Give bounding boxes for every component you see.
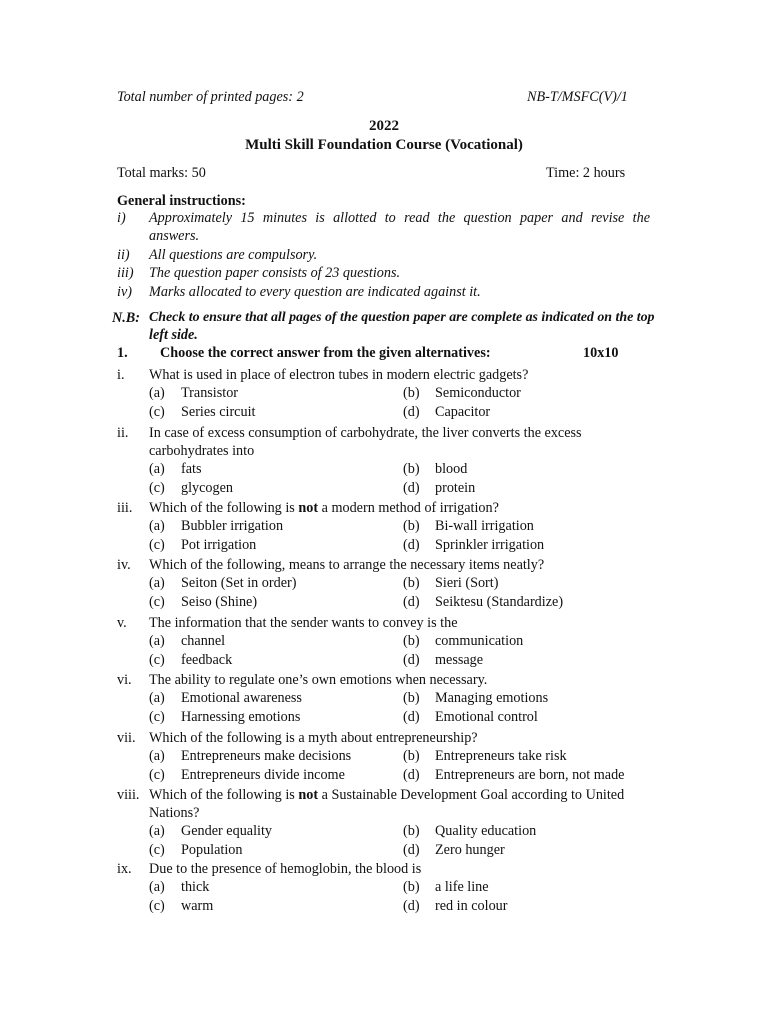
option-a [149,460,202,478]
question-text [149,729,629,747]
option-label: (a) [149,690,165,706]
question-text-part: The information that the sender wants to convey is the [149,615,458,631]
option-b [403,747,567,765]
option-label: (d) [403,842,420,858]
option-a [149,632,225,650]
section-number: 1. [117,345,128,361]
option-text: Seiton (Set in order) [181,575,297,591]
option-label: (b) [403,748,420,764]
instruction-text: Marks allocated to every question are indicated against it. [149,284,481,300]
question-number: viii. [117,787,140,803]
option-b [403,384,521,402]
question-text [149,366,629,384]
option-label: (d) [403,652,420,668]
question-text-part: Which of the following is [149,787,299,803]
question-text-part: a Sustainable Development Goal according to United Nations? [149,787,625,821]
option-label: (d) [403,898,420,914]
instructions-heading: General instructions: [117,193,246,209]
section-marks: 10x10 [583,345,619,361]
option-label: (b) [403,879,420,895]
option-label: (c) [149,594,165,610]
instruction-number: iv) [117,284,132,300]
option-d [403,766,624,784]
exam-year: 2022 [369,118,399,134]
option-label: (d) [403,480,420,496]
option-d [403,708,538,726]
question-number: ix. [117,861,132,877]
option-d [403,536,544,554]
option-label: (a) [149,823,165,839]
option-text: Entrepreneurs are born, not made [435,767,625,783]
option-c [149,403,255,421]
option-a [149,689,302,707]
option-a [149,517,283,535]
option-b [403,460,467,478]
option-text: Entrepreneurs make decisions [181,748,352,764]
question-text [149,556,629,574]
option-d [403,479,475,497]
option-text: Pot irrigation [181,537,257,553]
question-text [149,786,629,822]
option-label: (b) [403,518,420,534]
option-label: (c) [149,842,165,858]
option-text: message [435,652,484,668]
question-text-part: Due to the presence of hemoglobin, the blood is [149,861,422,877]
question-text [149,671,629,689]
option-label: (d) [403,537,420,553]
option-d [403,593,563,611]
option-text: communication [435,633,524,649]
option-label: (a) [149,748,165,764]
question-text [149,499,629,517]
option-d [403,841,505,859]
question-number: ii. [117,425,129,441]
option-a [149,747,351,765]
question-text-part: Which of the following is a myth about entrepreneurship? [149,730,478,746]
option-label: (a) [149,879,165,895]
option-label: (c) [149,898,165,914]
question-emphasis: not [298,500,319,516]
option-label: (b) [403,633,420,649]
option-text: protein [435,480,476,496]
question-number: i. [117,367,125,383]
option-text: Gender equality [181,823,272,839]
option-text: warm [181,898,214,914]
option-text: feedback [181,652,233,668]
option-text: Population [181,842,243,858]
option-label: (a) [149,575,165,591]
question-text [149,860,629,878]
option-c [149,766,345,784]
paper-code: NB-T/MSFC(V)/1 [527,89,628,105]
option-text: glycogen [181,480,234,496]
option-text: Emotional control [435,709,538,725]
option-text: a life line [435,879,489,895]
option-d [403,651,483,669]
question-number: iv. [117,557,131,573]
question-text [149,614,629,632]
option-label: (c) [149,767,165,783]
option-label: (b) [403,823,420,839]
option-text: Semiconductor [435,385,521,401]
option-a [149,384,238,402]
option-a [149,574,296,592]
option-label: (c) [149,404,165,420]
option-d [403,403,490,421]
option-c [149,897,213,915]
option-label: (c) [149,652,165,668]
option-label: (d) [403,709,420,725]
option-label: (c) [149,480,165,496]
section-heading: Choose the correct answer from the given alternatives: [160,345,491,361]
option-c [149,479,233,497]
option-label: (b) [403,690,420,706]
option-label: (a) [149,633,165,649]
instruction-number: iii) [117,265,134,281]
instruction-number: i) [117,210,126,226]
question-text-part: In case of excess consumption of carbohydrate, the liver converts the excess carbohydrates into [149,425,582,459]
instruction-text: The question paper consists of 23 questions. [149,265,401,281]
option-text: red in colour [435,898,508,914]
option-text: Bubbler irrigation [181,518,284,534]
option-label: (c) [149,709,165,725]
option-text: Sprinkler irrigation [435,537,545,553]
option-text: Managing emotions [435,690,549,706]
option-text: Quality education [435,823,537,839]
option-text: Transistor [181,385,239,401]
option-text: Emotional awareness [181,690,302,706]
question-number: iii. [117,500,133,516]
option-c [149,593,257,611]
option-b [403,632,523,650]
option-a [149,878,209,896]
question-number: vi. [117,672,132,688]
question-text-part: Which of the following is [149,500,299,516]
option-a [149,822,272,840]
option-label: (a) [149,518,165,534]
total-marks: Total marks: 50 [117,165,206,181]
option-label: (b) [403,461,420,477]
option-label: (a) [149,385,165,401]
option-label: (d) [403,767,420,783]
time-allowed: Time: 2 hours [546,165,626,181]
option-text: Series circuit [181,404,256,420]
option-b [403,822,536,840]
question-text-part: What is used in place of electron tubes in modern electric gadgets? [149,367,529,383]
option-text: Seiktesu (Standardize) [435,594,564,610]
instruction-text: Approximately 15 minutes is allotted to read the question paper and revise the [149,210,650,226]
option-text: Capacitor [435,404,491,420]
nb-text-cont: left side. [149,327,198,343]
question-number: v. [117,615,127,631]
option-text: Sieri (Sort) [435,575,499,591]
option-label: (c) [149,537,165,553]
option-label: (b) [403,575,420,591]
question-text-part: Which of the following, means to arrange the necessary items neatly? [149,557,545,573]
option-text: blood [435,461,468,477]
option-c [149,708,300,726]
option-b [403,517,534,535]
option-b [403,574,498,592]
question-emphasis: not [298,787,319,803]
instruction-text-cont: answers. [149,228,200,244]
question-text-part: The ability to regulate one’s own emotions when necessary. [149,672,488,688]
option-c [149,536,256,554]
option-d [403,897,508,915]
nb-label: N.B: [112,310,140,326]
option-text: Entrepreneurs divide income [181,767,345,783]
option-text: thick [181,879,210,895]
option-text: Bi-wall irrigation [435,518,534,534]
option-label: (a) [149,461,165,477]
question-text [149,424,629,460]
nb-text: Check to ensure that all pages of the question paper are complete as indicated on the top [149,310,655,325]
option-label: (d) [403,404,420,420]
instruction-number: ii) [117,247,130,263]
option-c [149,841,242,859]
option-text: Harnessing emotions [181,709,301,725]
option-c [149,651,232,669]
question-text-part: a modern method of irrigation? [318,500,499,516]
option-b [403,878,489,896]
option-text: Zero hunger [435,842,505,858]
instruction-text: All questions are compulsory. [149,247,318,263]
option-label: (b) [403,385,420,401]
option-b [403,689,548,707]
option-text: channel [181,633,226,649]
option-text: fats [181,461,202,477]
course-title: Multi Skill Foundation Course (Vocational) [245,137,523,153]
option-label: (d) [403,594,420,610]
option-text: Seiso (Shine) [181,594,258,610]
question-number: vii. [117,730,136,746]
printed-pages-note: Total number of printed pages: 2 [117,89,304,105]
option-text: Entrepreneurs take risk [435,748,567,764]
